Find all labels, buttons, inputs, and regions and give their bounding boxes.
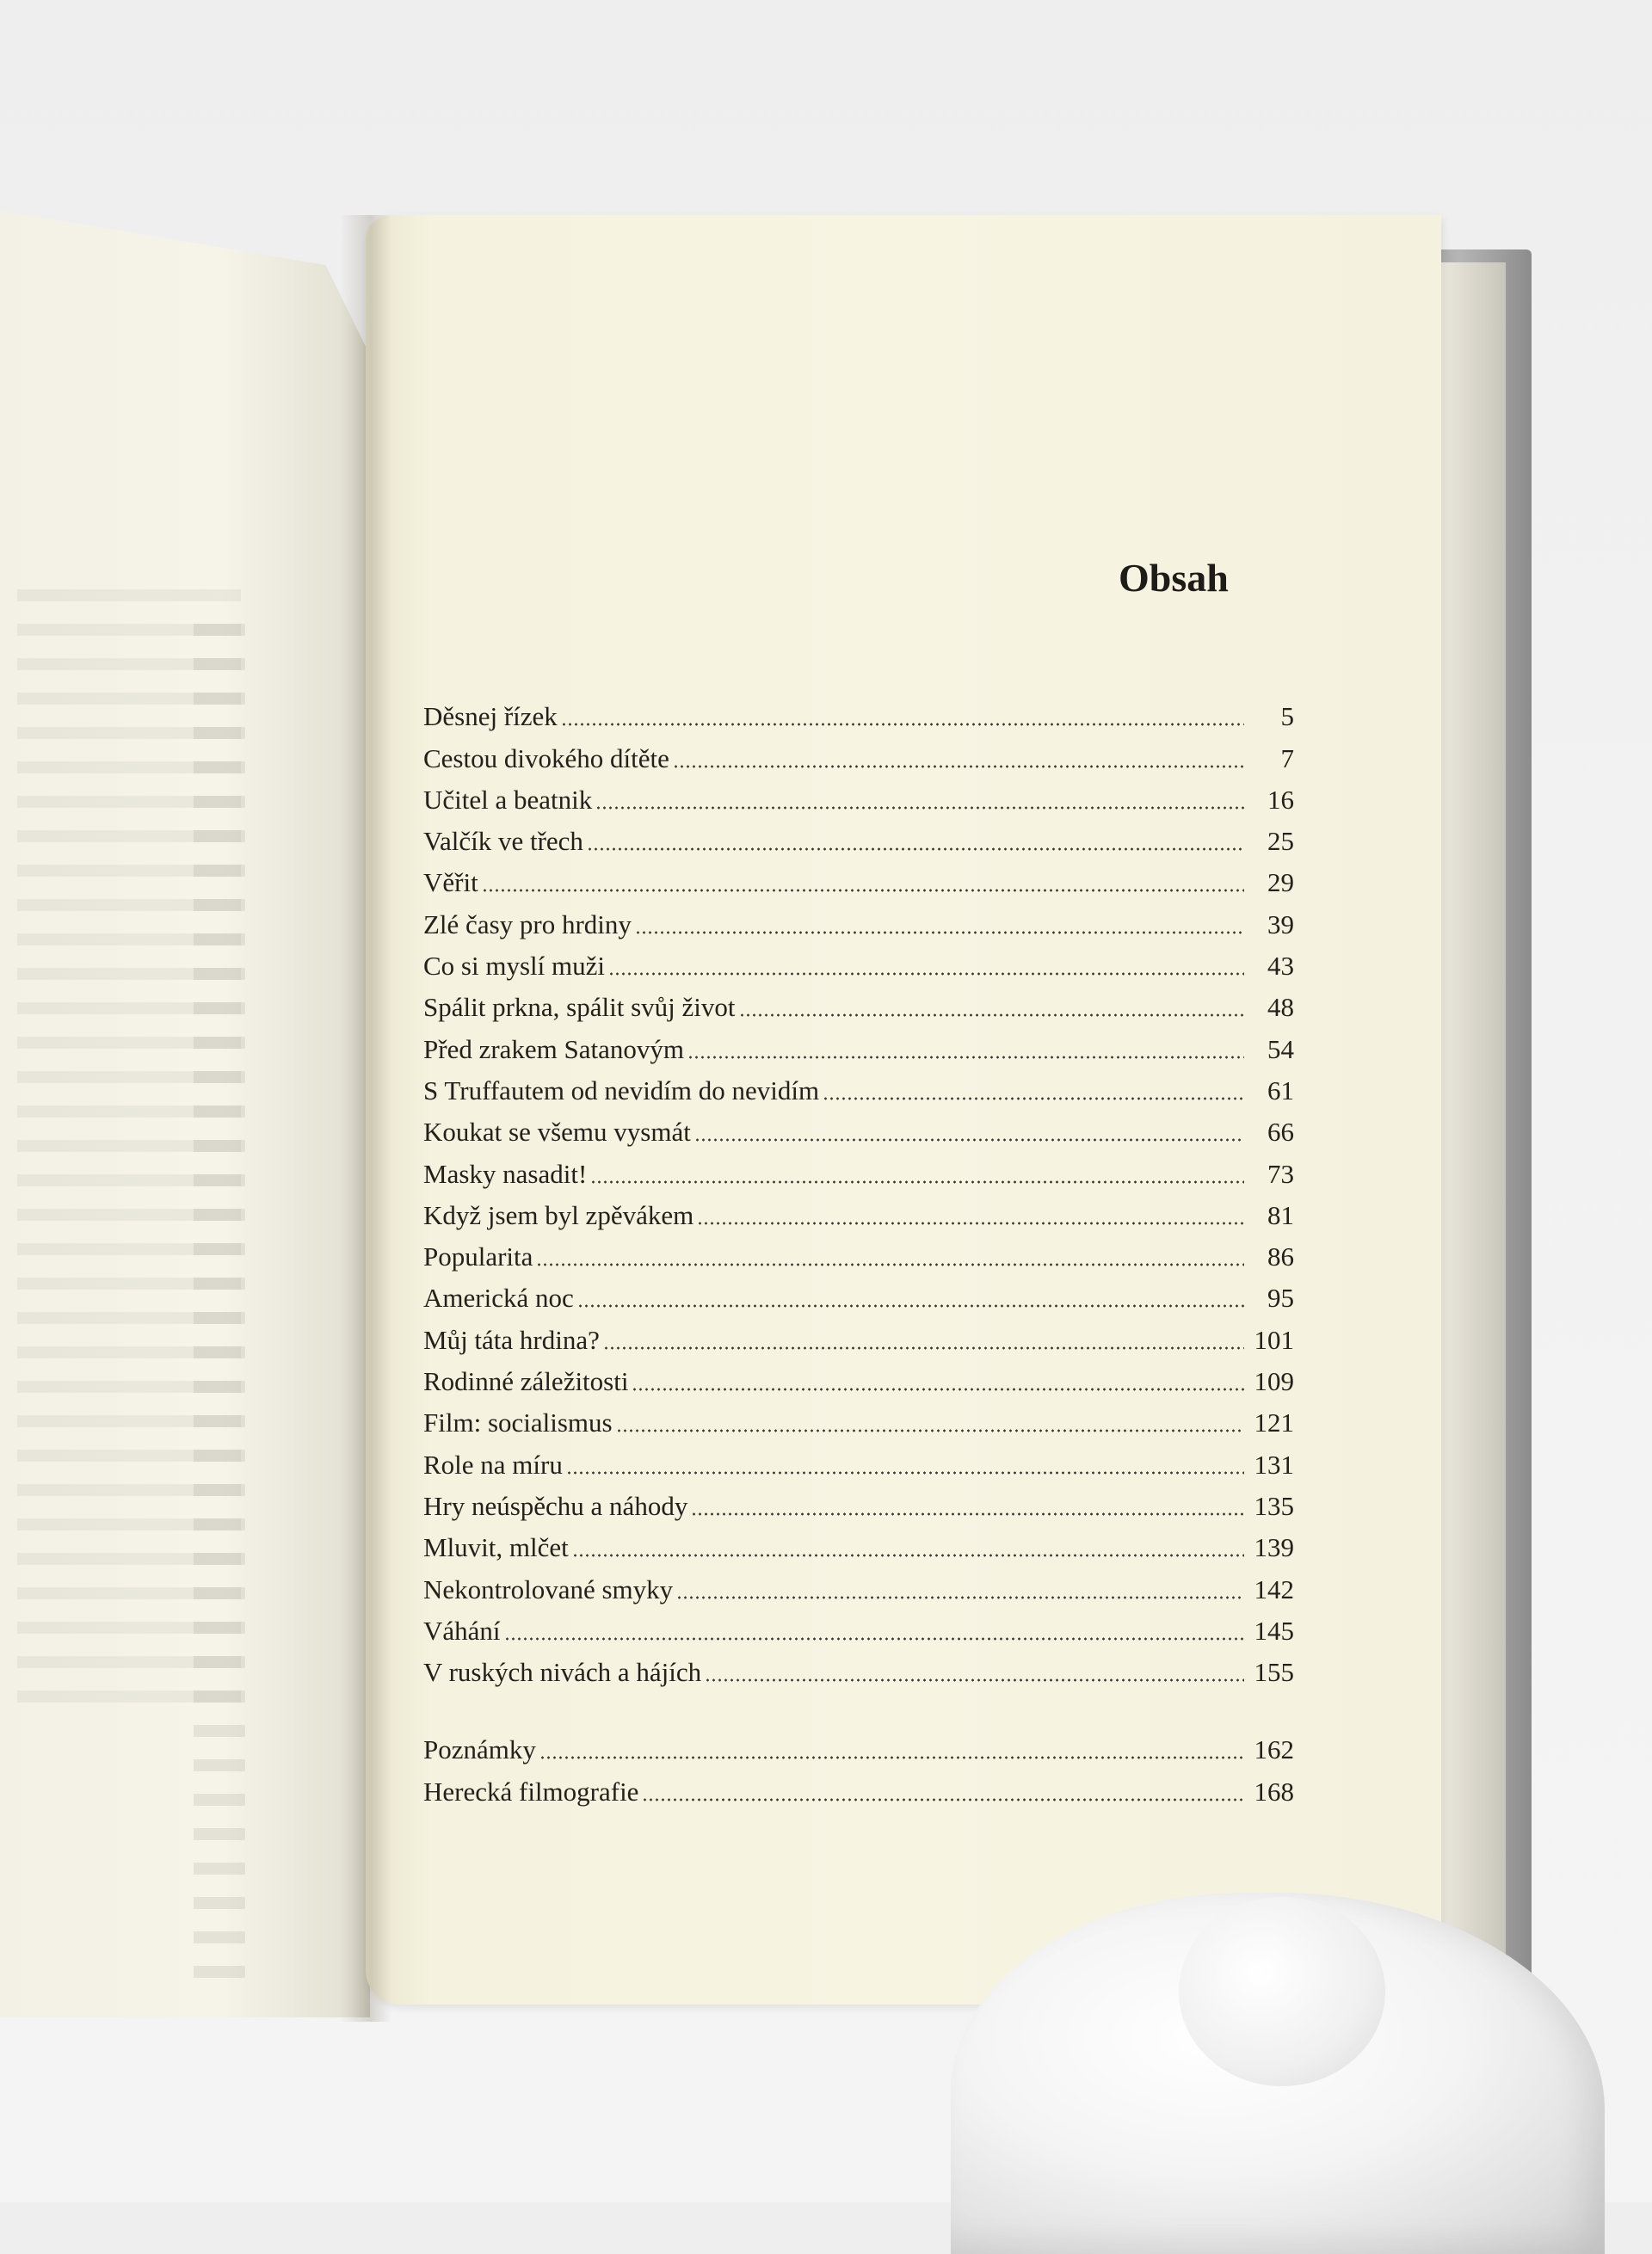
toc-leader-dots (673, 764, 1244, 769)
toc-entry (423, 1724, 1294, 1765)
toc-entry-title: Před zrakem Satanovým (423, 1033, 685, 1064)
toc-entry (423, 1231, 1294, 1272)
toc-entry-page-number: 81 (1267, 1199, 1294, 1230)
left-page (0, 211, 370, 2017)
toc-leader-dots (676, 1595, 1244, 1600)
toc-entry-title: Věřit (423, 867, 478, 898)
toc-entry-title: Masky nasadit! (423, 1158, 588, 1189)
toc-entry (423, 1481, 1294, 1522)
table-of-contents (423, 691, 1294, 1808)
toc-entry-title: Spálit prkna, spálit svůj život (423, 992, 736, 1023)
toc-section-gap (423, 1688, 1294, 1724)
toc-entry (423, 1148, 1294, 1189)
toc-entry-page-number: 66 (1267, 1117, 1294, 1148)
toc-entry-page-number: 86 (1267, 1241, 1294, 1272)
book-gutter (340, 215, 391, 2022)
toc-entry (423, 1522, 1294, 1563)
toc-entry-page-number: 121 (1254, 1407, 1294, 1438)
toc-entry-title: Americká noc (423, 1283, 574, 1314)
toc-leader-dots (595, 805, 1244, 810)
toc-entry-title: Cestou divokého dítěte (423, 742, 669, 773)
toc-leader-dots (691, 1512, 1244, 1517)
toc-entry-page-number: 95 (1267, 1283, 1294, 1314)
toc-entry-title: Koukat se všemu vysmát (423, 1117, 691, 1148)
toc-entry-page-number: 29 (1267, 867, 1294, 898)
toc-entry-title: Mluvit, mlčet (423, 1532, 569, 1563)
toc-entry-title: Zlé časy pro hrdiny (423, 908, 632, 939)
toc-entry-page-number: 101 (1254, 1324, 1294, 1355)
toc-entry (423, 1647, 1294, 1688)
toc-entry-title: Poznámky (423, 1734, 536, 1765)
toc-entry-title: Film: socialismus (423, 1407, 613, 1438)
toc-entry (423, 1023, 1294, 1064)
toc-entry-title: Hry neúspěchu a náhody (423, 1490, 688, 1521)
toc-entry (423, 1065, 1294, 1106)
toc-entry-page-number: 131 (1254, 1449, 1294, 1480)
toc-entry-page-number: 39 (1267, 908, 1294, 939)
toc-entry-title: Můj táta hrdina? (423, 1324, 600, 1355)
toc-entry-page-number: 145 (1254, 1615, 1294, 1646)
toc-entry-title: Role na míru (423, 1449, 563, 1480)
gloved-thumb (1179, 1897, 1385, 2086)
toc-leader-dots (823, 1096, 1244, 1101)
toc-entry-title: Valčík ve třech (423, 826, 583, 857)
toc-entry (423, 982, 1294, 1023)
toc-entry-page-number: 43 (1267, 951, 1294, 982)
toc-entry-page-number: 155 (1254, 1657, 1294, 1688)
toc-entry (423, 691, 1294, 732)
toc-entry-page-number: 142 (1254, 1573, 1294, 1604)
toc-entry-title: Učitel a beatnik (423, 784, 593, 815)
toc-entry-title: Nekontrolované smyky (423, 1573, 674, 1604)
toc-leader-dots (705, 1678, 1244, 1683)
toc-entry (423, 1356, 1294, 1397)
toc-leader-dots (616, 1428, 1244, 1433)
toc-entry (423, 1563, 1294, 1604)
toc-entry-page-number: 16 (1267, 784, 1294, 815)
toc-entry (423, 1397, 1294, 1438)
toc-entry (423, 940, 1294, 982)
toc-leader-dots (608, 971, 1244, 976)
toc-entry (423, 898, 1294, 939)
toc-entry-page-number: 54 (1267, 1033, 1294, 1064)
toc-leader-dots (635, 930, 1244, 935)
toc-leader-dots (577, 1303, 1244, 1309)
toc-entry-title: Váhání (423, 1615, 501, 1646)
toc-leader-dots (587, 847, 1244, 852)
toc-entry-page-number: 61 (1267, 1075, 1294, 1105)
toc-entry-title: Děsnej řízek (423, 701, 558, 732)
toc-entry-page-number: 25 (1267, 826, 1294, 857)
toc-leader-dots (566, 1470, 1244, 1475)
toc-entry (423, 1106, 1294, 1148)
toc-leader-dots (590, 1179, 1244, 1185)
toc-entry (423, 1605, 1294, 1647)
toc-entry-page-number: 162 (1254, 1734, 1294, 1765)
toc-entry-title: Herecká filmografie (423, 1776, 639, 1807)
toc-leader-dots (642, 1797, 1244, 1802)
toc-entry (423, 1765, 1294, 1807)
toc-entry (423, 732, 1294, 773)
toc-entry (423, 774, 1294, 816)
toc-leader-dots (482, 888, 1244, 893)
toc-entry (423, 1190, 1294, 1231)
toc-entry-title: Popularita (423, 1241, 533, 1272)
toc-entry-title: V ruských nivách a hájích (423, 1657, 702, 1688)
toc-leader-dots (572, 1553, 1244, 1558)
toc-leader-dots (539, 1755, 1244, 1760)
toc-entry-title: Co si myslí muži (423, 951, 605, 982)
toc-entry-page-number: 73 (1267, 1158, 1294, 1189)
toc-entry (423, 1272, 1294, 1314)
toc-entry-page-number: 7 (1280, 742, 1294, 773)
toc-leader-dots (632, 1387, 1244, 1392)
toc-leader-dots (504, 1636, 1244, 1641)
toc-entry (423, 816, 1294, 857)
toc-entry-page-number: 48 (1267, 992, 1294, 1023)
toc-entry-title: S Truffautem od nevidím do nevidím (423, 1075, 820, 1105)
page-title: Obsah (1119, 556, 1229, 600)
toc-entry-page-number: 139 (1254, 1532, 1294, 1563)
toc-leader-dots (561, 722, 1244, 727)
toc-entry (423, 857, 1294, 898)
toc-leader-dots (603, 1346, 1244, 1351)
toc-leader-dots (536, 1262, 1244, 1267)
toc-entry-page-number: 168 (1254, 1776, 1294, 1807)
toc-leader-dots (687, 1055, 1244, 1060)
toc-entry (423, 1438, 1294, 1480)
toc-entry-title: Rodinné záležitosti (423, 1366, 629, 1397)
toc-entry-title: Když jsem byl zpěvákem (423, 1199, 694, 1230)
left-page-bleed-text-column (194, 624, 245, 2000)
toc-entry-page-number: 109 (1254, 1366, 1294, 1397)
toc-entry (423, 1314, 1294, 1355)
toc-entry-page-number: 5 (1280, 701, 1294, 732)
toc-leader-dots (697, 1221, 1244, 1226)
toc-leader-dots (739, 1013, 1245, 1018)
toc-entry-page-number: 135 (1254, 1490, 1294, 1521)
toc-leader-dots (694, 1137, 1244, 1142)
